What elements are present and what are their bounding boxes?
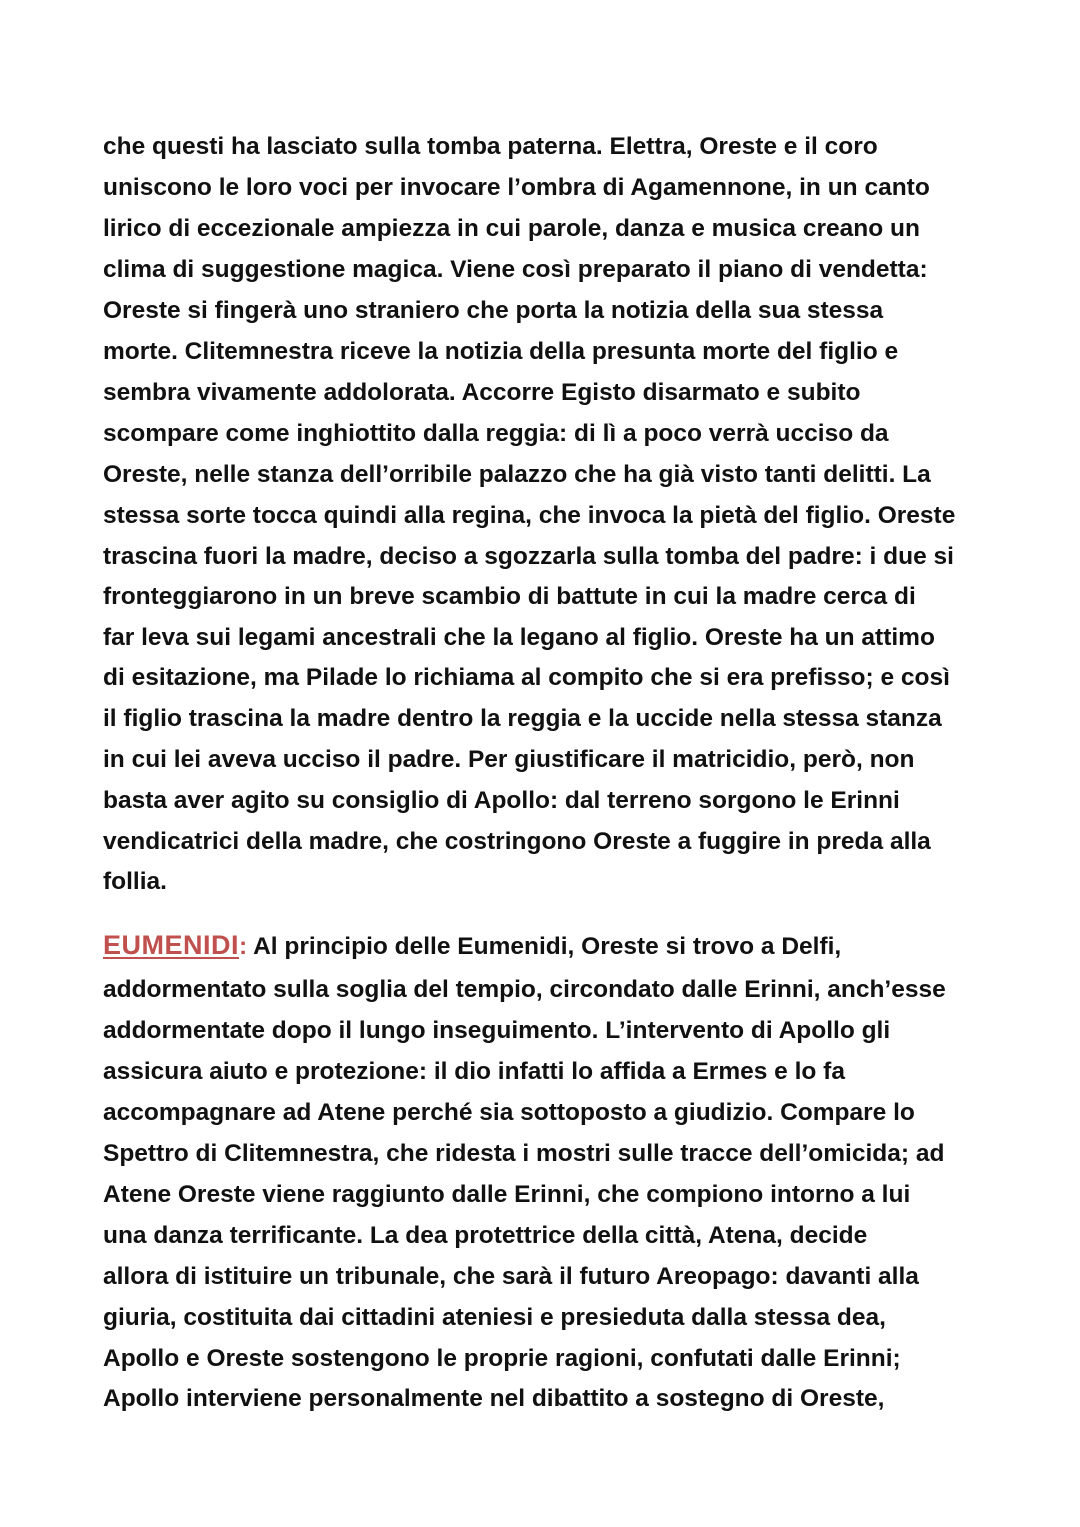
text-line: stessa sorte tocca quindi alla regina, che invoca la pietà del figlio. Oreste (103, 502, 956, 529)
text-line: giuria, costituita dai cittadini ateniesi e presieduta dalla stessa dea, (103, 1304, 886, 1331)
text-line: morte. Clitemnestra riceve la notizia della presunta morte del figlio e (103, 338, 899, 365)
text-line: allora di istituire un tribunale, che sarà il futuro Areopago: davanti alla (103, 1263, 919, 1290)
section-first-line (103, 930, 841, 960)
text-line: Oreste, nelle stanza dell’orribile palazzo che ha già visto tanti delitti. La (103, 461, 931, 488)
text-line: trascina fuori la madre, deciso a sgozzarla sulla tomba del padre: i due si (103, 543, 954, 570)
text-line: accompagnare ad Atene perché sia sottoposto a giudizio. Compare lo (103, 1099, 915, 1126)
text-line: far leva sui legami ancestrali che la legano al figlio. Oreste ha un attimo (103, 624, 935, 651)
text-line: Atene Oreste viene raggiunto dalle Erinni, che compiono intorno a lui (103, 1181, 911, 1208)
text-line: fronteggiarono in un breve scambio di battute in cui la madre cerca di (103, 583, 916, 610)
text-line: una danza terrificante. La dea protettrice della città, Atena, decide (103, 1222, 868, 1249)
text-line: sembra vivamente addolorata. Accorre Egisto disarmato e subito (103, 379, 861, 406)
first-line-text: Al principio delle Eumenidi, Oreste si trovo a Delfi, (247, 933, 842, 960)
text-line: in cui lei aveva ucciso il padre. Per giustificare il matricidio, però, non (103, 746, 915, 773)
text-line: Oreste si fingerà uno straniero che porta la notizia della sua stessa (103, 297, 884, 324)
section-heading: EUMENIDI (103, 930, 240, 960)
text-line: che questi ha lasciato sulla tomba paterna. Elettra, Oreste e il coro (103, 133, 878, 160)
text-line: basta aver agito su consiglio di Apollo: dal terreno sorgono le Erinni (103, 787, 900, 814)
text-line: lirico di eccezionale ampiezza in cui parole, danza e musica creano un (103, 215, 920, 242)
text-line: Apollo interviene personalmente nel dibattito a sostegno di Oreste, (103, 1385, 885, 1412)
text-line: uniscono le loro voci per invocare l’ombra di Agamennone, in un canto (103, 174, 930, 201)
text-line: di esitazione, ma Pilade lo richiama al compito che si era prefisso; e così (103, 664, 950, 691)
text-line: clima di suggestione magica. Viene così preparato il piano di vendetta: (103, 256, 928, 283)
text-line: Apollo e Oreste sostengono le proprie ragioni, confutati dalle Erinni; (103, 1345, 901, 1372)
text-line: addormentate dopo il lungo inseguimento. L’intervento di Apollo gli (103, 1017, 891, 1044)
text-line: follia. (103, 868, 167, 895)
text-line: scompare come inghiottito dalla reggia: di lì a poco verrà ucciso da (103, 420, 889, 447)
text-line: assicura aiuto e protezione: il dio infatti lo affida a Ermes e lo fa (103, 1058, 845, 1085)
heading-separator: : (239, 933, 248, 960)
text-line: vendicatrici della madre, che costringono Oreste a fuggire in preda alla (103, 828, 931, 855)
text-line: addormentato sulla soglia del tempio, circondato dalle Erinni, anch’esse (103, 976, 946, 1003)
text-line: Spettro di Clitemnestra, che ridesta i mostri sulle tracce dell’omicida; ad (103, 1140, 945, 1167)
text-line: il figlio trascina la madre dentro la reggia e la uccide nella stessa stanza (103, 705, 942, 732)
